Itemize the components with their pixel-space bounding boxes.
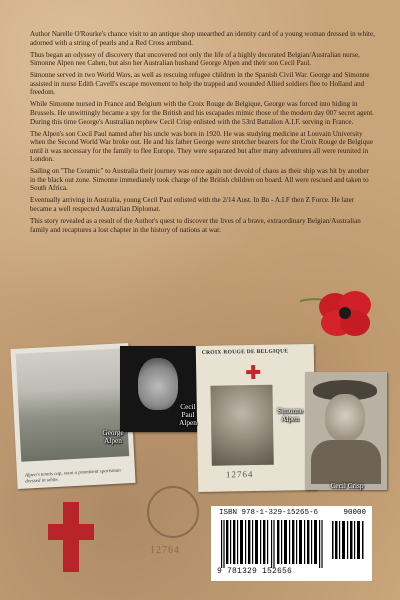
- photo-cecil-crisp: [305, 372, 387, 490]
- blurb-paragraph: While Simonne nursed in France and Belgium with the Croix Rouge de Belgique, George was forced into hiding in Brussels. He unwittingly became a spy for the British and his escapades mimic those of the modern day 007 secret agent. During this time George's Australian nephew Cecil Crisp enlisted with the 53rd Battalion A.I.F. serving in France.: [30, 100, 374, 126]
- price-code: 90000: [343, 509, 366, 517]
- blurb-paragraph: The Alpen's son Cecil Paul named after his uncle was born in 1920. He was studying medicine at Louvain University when the Second World War broke out. He and his father George were stretcher bearers for the Croix Rouge de Belgique until it was necessary for the family to flee Europe. They were separated but after many adventures all were reunited in London.: [30, 129, 373, 164]
- portrait-image: [325, 394, 365, 442]
- photo-george-alpen: [10, 343, 135, 489]
- card-number: 12764: [225, 469, 254, 480]
- label-cecil-crisp: Cecil Crisp: [330, 481, 364, 490]
- barcode-icon: [221, 520, 325, 568]
- isbn-barcode-box: [211, 506, 372, 581]
- blurb-paragraph: This story revealed as a result of the Author's quest to discover the lives of a brave, extraordinary Belgian/Australian family and recaptures a lost chapter in the history of nations at war.: [30, 217, 361, 234]
- stamp-mark: [147, 486, 199, 538]
- card-header: CROIX ROUGE DE BELGIQUE: [201, 348, 289, 356]
- red-cross-icon: [48, 502, 94, 572]
- back-cover-blurb: [30, 30, 375, 238]
- blurb-paragraph: Thus began an odyssey of discovery that uncovered not only the life of a highly decorated Belgian/Australian nurse, Simonne Alpen nee Cahen, but also her Australian husband George Alpen and their son Cecil Paul.: [30, 50, 360, 68]
- faint-card-number: 12764: [150, 545, 180, 556]
- blurb-paragraph: Eventually arriving in Australia, young Cecil Paul enlisted with the 2/14 Aust. In Bn - A.I.F then Z Force. He later became a well respected Australian Diplomat.: [30, 196, 355, 214]
- photo-caption: Alpen's tennis cap, soon a prominent sportsman dressed in white.: [24, 468, 121, 485]
- isbn-digits: 9 781329 152656: [217, 567, 293, 576]
- barcode-addon-icon: [332, 521, 364, 559]
- blurb-paragraph: Author Narelle O'Rourke's chance visit to an antique shop unearthed an identity card of a young woman dressed in white, adorned with a string of pearls and a Red Cross armband.: [30, 30, 375, 47]
- blurb-paragraph: Sailing on "The Ceramic" to Australia their journey was once again not devoid of chaos as their ship was hit by another in the black out zone. Simonne immediately took charge of the British children on board. All were rescued and taken to South Africa.: [30, 167, 369, 193]
- label-simonne-alpen: Simonne Alpen: [277, 406, 303, 423]
- isbn-label: ISBN 978-1-329-15265-6: [219, 509, 319, 517]
- label-cecil-paul-alpen: Cecil Paul Alpen: [179, 402, 197, 427]
- portrait-image: [210, 385, 273, 466]
- red-cross-icon: [246, 365, 260, 379]
- blurb-paragraph: Simonne served in two World Wars, as well as rescuing refugee children in the Spanish Civil War. George and Simonne assisted in nurse Edith Cavell's escape movement to help the trapped and wounded Allied soldiers flee to Holland and freedom.: [30, 71, 370, 97]
- uniform-image: [311, 440, 381, 484]
- portrait-image: [138, 358, 178, 410]
- poppy-icon: [300, 283, 380, 343]
- label-george-alpen: George Alpen: [102, 428, 124, 445]
